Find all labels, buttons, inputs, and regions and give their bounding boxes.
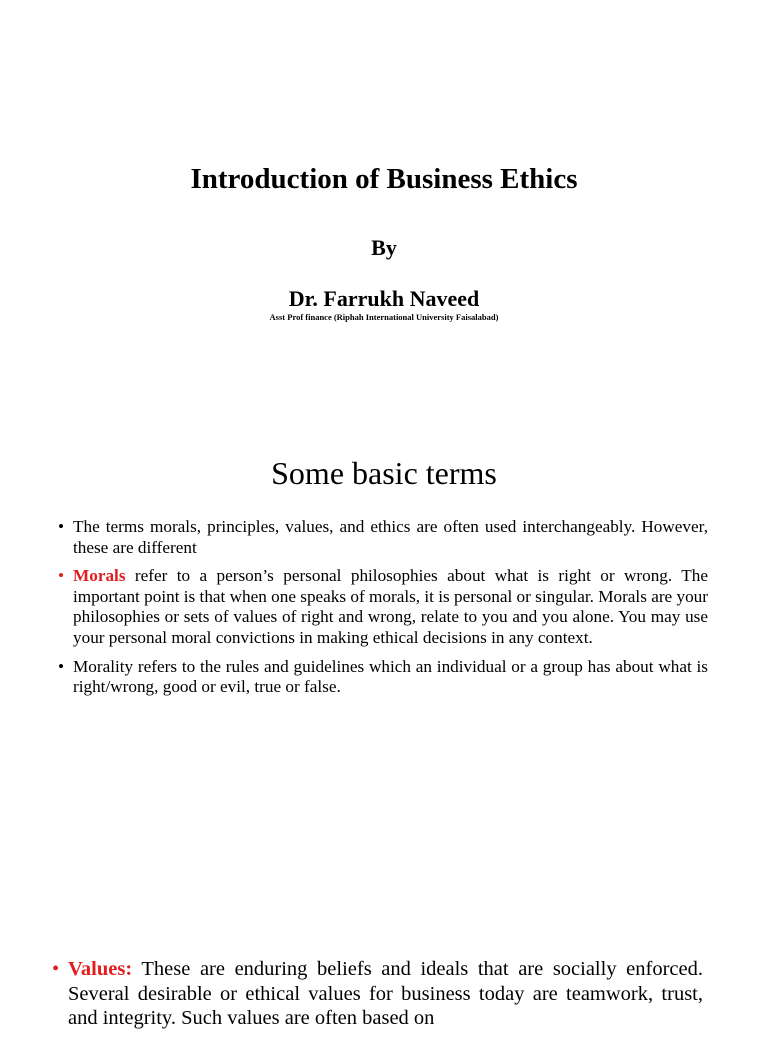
bullet-icon: • — [52, 958, 60, 980]
bullet-icon: • — [58, 566, 65, 586]
term-label: Values: — [68, 958, 133, 980]
term-label: Morals — [73, 566, 126, 586]
by-label: By — [371, 235, 397, 260]
slide-heading: Some basic terms — [271, 455, 497, 491]
list-item — [58, 657, 708, 698]
bullet-icon: • — [58, 517, 65, 536]
slide-title: Introduction of Business Ethics — [190, 163, 578, 195]
author-name: Dr. Farrukh Naveed — [288, 286, 480, 311]
list-item — [52, 957, 703, 1031]
list-item — [58, 517, 708, 558]
list-item-text: refer to a person’s personal philosophies about what is right or wrong. The important point is that when one speaks of morals, it is personal or singular. Morals are your philosophies or sets of values of right and wrong, relate to you and you alone. You may use your personal moral convictions in making ethical decisions in any context. — [73, 566, 708, 647]
author-affiliation: Asst Prof finance (Riphah International University Faisalabad) — [269, 312, 499, 322]
values-bullet-list — [52, 957, 703, 1039]
bullet-icon: • — [58, 656, 65, 676]
list-item — [58, 566, 708, 648]
bullet-list — [58, 517, 708, 706]
list-item-text: These are enduring beliefs and ideals that are socially enforced. Several desirable or ethical values for business today are teamwork, trust, and integrity. Such values are often based on — [68, 958, 703, 1029]
list-item-text: Morality refers to the rules and guidelines which an individual or a group has about what is right/wrong, good or evil, true or false. — [73, 656, 708, 697]
list-item-text: The terms morals, principles, values, and ethics are often used interchangeably. However, these are different — [73, 517, 708, 557]
